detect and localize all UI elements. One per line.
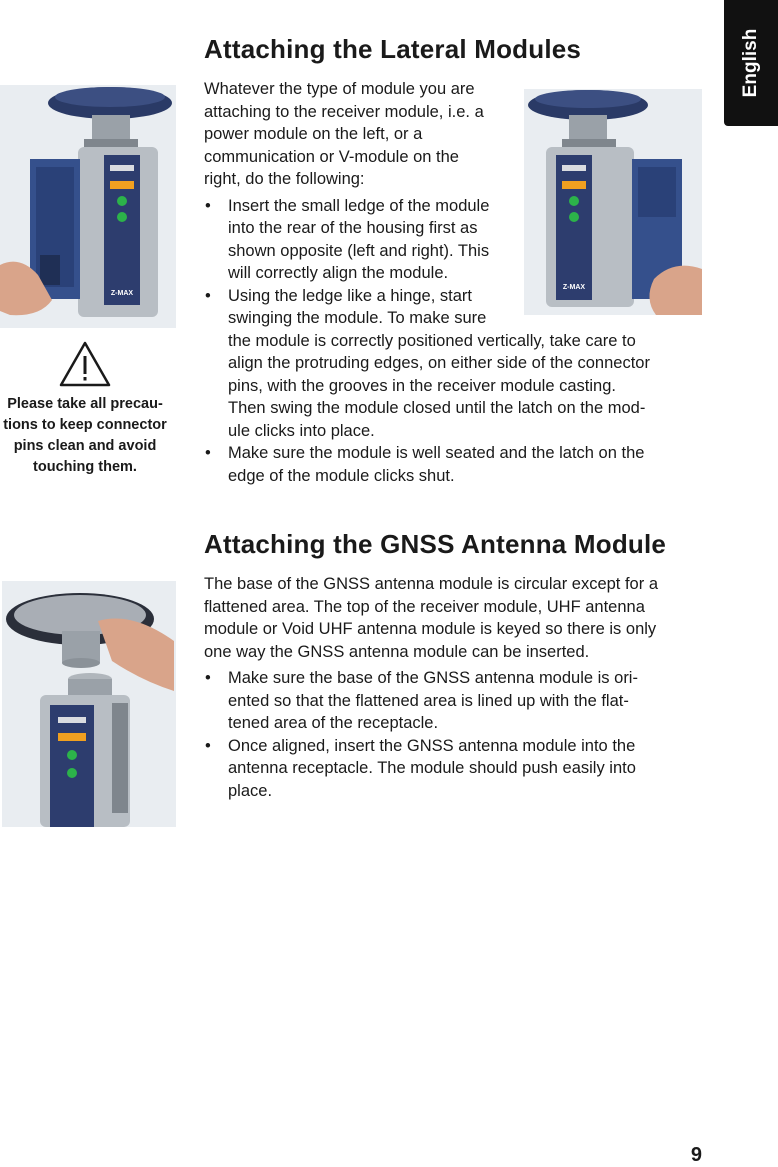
caution-note (0, 340, 170, 478)
gnss-steps-list (204, 667, 704, 802)
page-number: 9 (690, 1144, 702, 1166)
text-line: into the rear of the housing first as (228, 219, 478, 237)
photo-gnss-antenna-insert (2, 581, 176, 827)
text-line: tened area of the receptacle. (228, 714, 439, 732)
receiver-brand-label: Z-MAX (110, 290, 134, 297)
gnss-antenna-body (204, 573, 704, 802)
text-line: ented so that the flattened area is lined up with the flat- (228, 691, 629, 710)
caution-line: Please take all precau- (7, 396, 163, 412)
language-tab (724, 0, 778, 126)
section-heading-gnss-antenna: Attaching the GNSS Antenna Module (204, 529, 667, 559)
list-item (204, 442, 704, 487)
text-line: right, do the following: (204, 170, 365, 188)
list-item (204, 285, 704, 443)
text-line: edge of the module clicks shut. (228, 466, 455, 485)
text-line: one way the GNSS antenna module can be inserted. (204, 642, 590, 661)
text-line: the module is correctly positioned vertically, take care to (228, 331, 636, 350)
warning-triangle-icon (58, 340, 112, 388)
text-line: Then swing the module closed until the latch on the mod- (228, 399, 646, 417)
text-line: flattened area. The top of the receiver module, UHF antenna (204, 597, 645, 616)
text-line: The base of the GNSS antenna module is circular except for a (204, 575, 658, 593)
text-line: Once aligned, insert the GNSS antenna module into the (228, 736, 636, 755)
receiver-brand-label: Z-MAX (562, 284, 586, 291)
section-heading-lateral-modules: Attaching the Lateral Modules (204, 34, 582, 64)
lateral-modules-body (204, 78, 704, 487)
bullet-glyph: • (205, 286, 211, 305)
caution-line: touching them. (33, 459, 137, 475)
bullet-glyph: • (205, 736, 211, 755)
bullet-glyph: • (205, 669, 211, 687)
text-line: attaching to the receiver module, i.e. a (204, 102, 484, 121)
receiver-left-illustration (0, 85, 176, 328)
text-line: Insert the small ledge of the module (228, 196, 490, 215)
text-line: Whatever the type of module you are (204, 80, 475, 98)
text-line: pins, with the grooves in the receiver module casting. (228, 376, 616, 395)
language-tab-label: English (740, 28, 761, 98)
text-line: Make sure the base of the GNSS antenna module is ori- (228, 669, 638, 687)
text-line: place. (228, 781, 273, 800)
list-item (204, 735, 704, 803)
gnss-antenna-illustration (2, 581, 176, 827)
text-line: will correctly align the module. (228, 264, 449, 282)
text-line: shown opposite (left and right). This (228, 241, 490, 260)
text-line: module or Void UHF antenna module is keyed so there is only (204, 620, 657, 638)
list-item (204, 195, 704, 285)
caution-line: pins clean and avoid (13, 438, 157, 454)
text-line: ule clicks into place. (228, 421, 375, 440)
photo-lateral-module-left (0, 85, 176, 328)
lateral-intro (204, 78, 704, 191)
text-line: swinging the module. To make sure (228, 309, 487, 327)
bullet-glyph: • (205, 196, 211, 215)
text-line: communication or V-module on the (204, 147, 459, 166)
text-line: antenna receptacle. The module should push easily into (228, 759, 636, 777)
text-line: Using the ledge like a hinge, start (228, 286, 472, 305)
text-line: Make sure the module is well seated and the latch on the (228, 444, 645, 462)
lateral-steps-list (204, 195, 704, 488)
bullet-glyph: • (205, 444, 211, 462)
text-line: power module on the left, or a (204, 125, 423, 143)
list-item (204, 667, 704, 735)
gnss-intro (204, 573, 704, 663)
caution-line: tions to keep connector (3, 417, 167, 433)
text-line: align the protruding edges, on either side of the connector (228, 354, 650, 372)
